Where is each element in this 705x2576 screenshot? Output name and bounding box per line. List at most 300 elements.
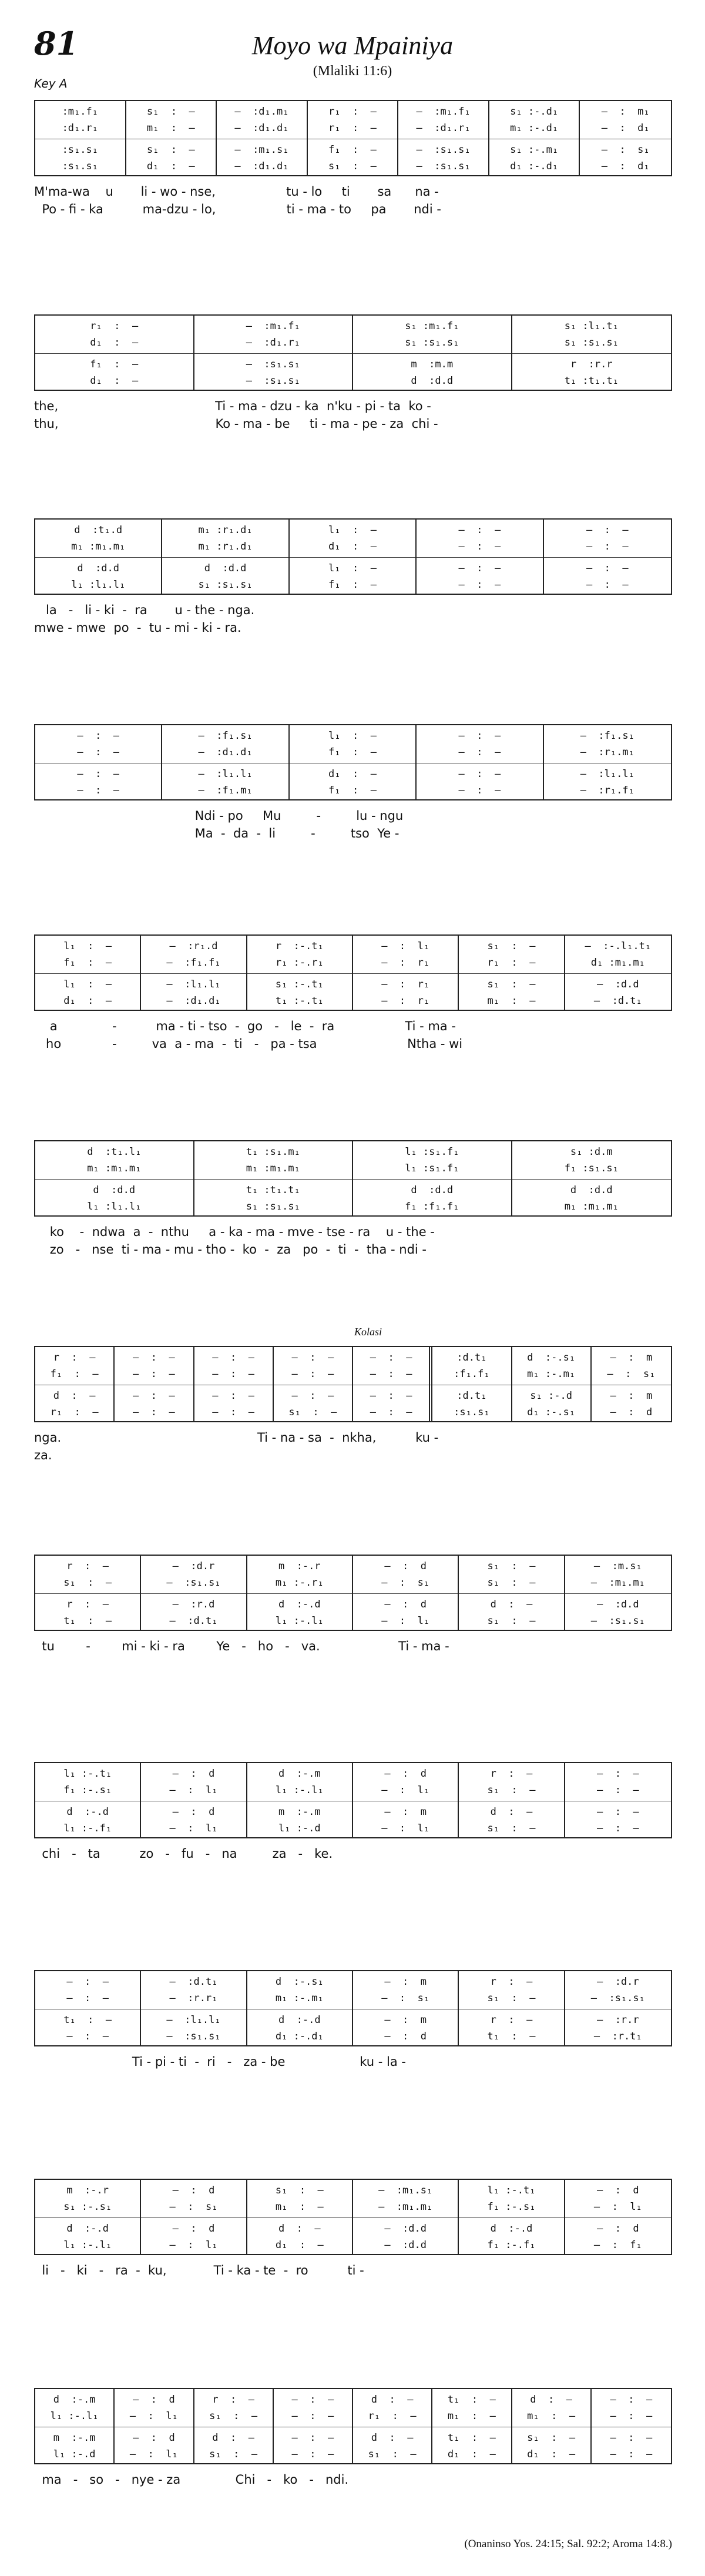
tenor-part: s₁ :-.m₁ — [510, 144, 559, 156]
measure — [194, 1141, 354, 1215]
measure — [544, 520, 671, 594]
lyric-line-1: nga. Ti - na - sa - nkha, ku - — [34, 1431, 439, 1445]
tenor-part: — : — — [212, 1390, 254, 1402]
bass-part: l₁ :l₁.l₁ — [87, 1201, 142, 1212]
tenor-part: f₁ : — — [90, 359, 139, 370]
bass-part: d₁ :-.s₁ — [527, 1406, 576, 1418]
bass-part: t₁ :t₁.t₁ — [564, 375, 619, 387]
soprano-part: — : — — [291, 2394, 334, 2406]
alto-part: — :d₁.r₁ — [416, 122, 471, 134]
alto-part: — :s₁.s₁ — [166, 1577, 221, 1589]
chorus-label: Kolasi — [354, 1326, 382, 1338]
soprano-part: — : m — [610, 1352, 653, 1364]
tenor-part: :s₁.s₁ — [62, 144, 98, 156]
soprano-part: t₁ :s₁.m₁ — [246, 1146, 300, 1158]
tenor-part: — :l₁.l₁ — [198, 768, 253, 780]
soprano-part: — :d.r — [172, 1560, 215, 1572]
lyric-line-2 — [34, 2070, 672, 2089]
tenor-part: m :-.m — [53, 2432, 96, 2444]
bass-part: s₁ :s₁.s₁ — [198, 579, 253, 591]
lyric-line-1: M'ma-wa u li - wo - nse, tu - lo ti sa na - — [34, 185, 439, 199]
alto-part: — : — — [596, 1784, 639, 1796]
tenor-part: d :d.d — [411, 1184, 454, 1196]
measure — [459, 1556, 565, 1630]
tenor-part: d :-.d — [490, 2223, 533, 2235]
tenor-part: — : — — [77, 768, 120, 780]
soprano-part: — :d₁.m₁ — [234, 106, 289, 118]
tenor-part: s₁ :-.d — [530, 1390, 572, 1402]
alto-part: l₁ :-.l₁ — [50, 2410, 99, 2422]
soprano-part: — : — — [66, 1976, 109, 1988]
measure — [35, 520, 162, 594]
bass-part: d₁ : — — [146, 160, 195, 172]
tenor-part: — : m — [610, 1390, 653, 1402]
tenor-part: d : — — [278, 2223, 321, 2235]
tenor-part: — : s₁ — [601, 144, 650, 156]
alto-part: — : s₁ — [381, 1577, 430, 1589]
lyric-line-1: la - li - ki - ra u - the - nga. — [34, 603, 255, 617]
measure — [565, 1763, 671, 1837]
alto-part: — : d₁ — [601, 122, 650, 134]
tenor-part: d : — — [371, 2432, 414, 2444]
tenor-part: — :m₁.s₁ — [234, 144, 289, 156]
soprano-part: — : — — [212, 1352, 254, 1364]
measure — [353, 1763, 459, 1837]
lyrics — [34, 804, 672, 851]
tenor-part: t₁ :t₁.t₁ — [246, 1184, 300, 1196]
soprano-part: r : — — [490, 1976, 533, 1988]
soprano-part: l₁ : — — [63, 940, 112, 952]
tenor-part: s₁ : — — [487, 979, 536, 990]
tenor-part: — : — — [596, 1806, 639, 1818]
measure — [247, 1971, 353, 2045]
soprano-part: m :-.r — [278, 1560, 321, 1572]
soprano-part: — :r₁.d — [169, 940, 218, 952]
alto-part: r₁ : — — [487, 957, 536, 969]
measure — [580, 101, 671, 175]
soprano-part: d :-.m — [278, 1768, 321, 1780]
bass-part: — : — — [370, 1406, 412, 1418]
soprano-part: — :d.r — [596, 1976, 639, 1988]
key-signature: Key A — [34, 76, 68, 91]
bass-part: s₁ : — — [288, 1406, 337, 1418]
measure — [141, 936, 247, 1010]
tenor-part: — :d.d — [596, 1599, 639, 1610]
bass-part: — :d₁.d₁ — [166, 995, 221, 1007]
soprano-part: — : l₁ — [381, 940, 430, 952]
alto-part: d₁ : — — [90, 337, 139, 349]
bass-part: d₁ : — — [90, 375, 139, 387]
soprano-part: d :t₁.d — [74, 524, 123, 536]
tenor-part: — : — — [458, 562, 501, 574]
measure — [512, 1347, 592, 1421]
alto-part: m₁ :m₁.m₁ — [87, 1163, 142, 1174]
bass-part: — : l₁ — [129, 2448, 178, 2460]
bass-part: — : d — [384, 2031, 427, 2042]
alto-part: m₁ :-.r₁ — [275, 1577, 324, 1589]
bass-part: d₁ : — — [275, 2239, 324, 2251]
tenor-part: d :d.d — [93, 1184, 136, 1196]
measure — [459, 936, 565, 1010]
alto-part: — : s₁ — [169, 2201, 218, 2213]
soprano-part: d : — — [371, 2394, 414, 2406]
measure — [247, 2180, 353, 2254]
tenor-part: d :-.d — [66, 1806, 109, 1818]
measure — [274, 2389, 353, 2463]
soprano-part: — : — — [458, 524, 501, 536]
staff — [34, 2388, 672, 2464]
soprano-part: s₁ : — — [146, 106, 195, 118]
bass-part: — : l₁ — [169, 2239, 218, 2251]
soprano-part: :d.t₁ — [456, 1352, 487, 1364]
measure — [115, 2389, 194, 2463]
bass-part: — : — — [66, 2031, 109, 2042]
tenor-part: — : m — [384, 2014, 427, 2026]
tenor-part: — :l₁.l₁ — [166, 979, 221, 990]
lyric-line-1: tu - mi - ki - ra Ye - ho - va. Ti - ma - — [34, 1639, 449, 1653]
alto-part: f₁ :s₁.s₁ — [564, 1163, 619, 1174]
alto-part: — :d₁.d₁ — [198, 746, 253, 758]
measure — [459, 2180, 565, 2254]
lyric-line-2 — [34, 2279, 672, 2297]
alto-part: s₁ : — — [487, 1784, 536, 1796]
tenor-part: d :d.d — [570, 1184, 613, 1196]
tenor-part: — : — — [370, 1390, 412, 1402]
alto-part: f₁ : — — [328, 746, 377, 758]
soprano-part: — : — — [133, 1352, 175, 1364]
scripture-reference: (Mlaliki 11:6) — [313, 63, 392, 79]
measure — [432, 2389, 512, 2463]
tenor-part: — : d — [172, 2223, 215, 2235]
alto-part: m₁ :m₁.m₁ — [246, 1163, 300, 1174]
measure — [35, 2389, 115, 2463]
soprano-part: — : d — [133, 2394, 175, 2406]
measure — [35, 725, 162, 799]
staff — [34, 100, 672, 176]
soprano-part: s₁ : — — [275, 2185, 324, 2196]
measure — [353, 936, 459, 1010]
measure — [592, 1347, 671, 1421]
measure — [290, 520, 417, 594]
measure — [35, 1763, 141, 1837]
score-system — [34, 724, 672, 851]
tenor-part: — :r.d — [172, 1599, 215, 1610]
alto-part: — : — — [370, 1368, 412, 1380]
bass-part: :s₁.s₁ — [454, 1406, 490, 1418]
bass-part: — :r₁.f₁ — [580, 785, 634, 796]
footer-references: (Onaninso Yos. 24:15; Sal. 92:2; Aroma 14:8.) — [464, 2538, 672, 2550]
soprano-part: — : — — [596, 1768, 639, 1780]
lyric-line-1: the, Ti - ma - dzu - ka n'ku - pi - ta ko - — [34, 399, 431, 413]
tenor-part: — :d.d — [384, 2223, 427, 2235]
alto-part: :f₁.f₁ — [454, 1368, 490, 1380]
tenor-part: — :s₁.s₁ — [246, 359, 300, 370]
measure — [565, 936, 671, 1010]
lyric-line-2: Po - fi - ka ma-dzu - lo, ti - ma - to pa ndi - — [34, 202, 441, 216]
bass-part: d₁ : — — [527, 2448, 576, 2460]
soprano-part: — : — — [586, 524, 629, 536]
tenor-part: m :m.m — [411, 359, 454, 370]
lyric-line-2: za. — [34, 1448, 52, 1462]
alto-part: — : — — [610, 2410, 653, 2422]
measure — [353, 316, 512, 390]
alto-part: f₁ :-.s₁ — [63, 1784, 112, 1796]
measure — [565, 1556, 671, 1630]
measure — [141, 1556, 247, 1630]
measure — [459, 1763, 565, 1837]
tenor-part: — :l₁.l₁ — [166, 2014, 221, 2026]
bass-part: — : — — [458, 579, 501, 591]
soprano-part: — : — — [610, 2394, 653, 2406]
tenor-part: — : m — [384, 1806, 427, 1818]
soprano-part: s₁ :l₁.t₁ — [564, 320, 619, 332]
tenor-part: — : d — [596, 2223, 639, 2235]
staff — [34, 1346, 672, 1422]
lyric-line-1: chi - ta zo - fu - na za - ke. — [34, 1847, 333, 1861]
soprano-part: r₁ : — — [328, 106, 377, 118]
alto-part: — :r₁.m₁ — [580, 746, 634, 758]
staff — [34, 2179, 672, 2255]
bass-part: t₁ : — — [63, 1615, 112, 1627]
measure — [35, 1347, 115, 1421]
soprano-part: — : d — [384, 1560, 427, 1572]
lyric-line-1: ma - so - nye - za Chi - ko - ndi. — [34, 2473, 349, 2487]
alto-part: r₁ : — — [328, 122, 377, 134]
alto-part: — :m₁.m₁ — [590, 1577, 645, 1589]
soprano-part: — :f₁.s₁ — [198, 730, 253, 742]
bass-part: — : — — [586, 579, 629, 591]
alto-part: — :s₁.s₁ — [590, 1992, 645, 2004]
alto-part: — :f₁.f₁ — [166, 957, 221, 969]
bass-part: — : r₁ — [381, 995, 430, 1007]
soprano-part: — : — — [77, 730, 120, 742]
alto-part: m₁ :r₁.d₁ — [198, 541, 253, 552]
soprano-part: — : d — [596, 2185, 639, 2196]
tenor-part: — : — — [291, 1390, 334, 1402]
soprano-part: s₁ :-.d₁ — [510, 106, 559, 118]
bass-part: — : l₁ — [381, 1823, 430, 1834]
measure — [565, 2180, 671, 2254]
measure — [290, 725, 417, 799]
bass-part: d :d.d — [411, 375, 454, 387]
alto-part: m₁ :m₁.m₁ — [71, 541, 126, 552]
bass-part: — :s₁.s₁ — [166, 2031, 221, 2042]
tenor-part: d₁ : — — [328, 768, 377, 780]
bass-part: — :d.t₁ — [593, 995, 642, 1007]
measure — [194, 316, 354, 390]
soprano-part: :m₁.f₁ — [62, 106, 98, 118]
alto-part: f₁ : — — [63, 957, 112, 969]
hymn-number: 81 — [34, 25, 79, 62]
bass-part: — : — — [596, 1823, 639, 1834]
score-system — [34, 314, 672, 441]
alto-part: — :d₁.r₁ — [246, 337, 300, 349]
tenor-part: r :r.r — [570, 359, 613, 370]
soprano-part: d :-.m — [53, 2394, 96, 2406]
measure — [247, 1556, 353, 1630]
bass-part: s₁ : — — [487, 1615, 536, 1627]
tenor-part: — : — — [458, 768, 501, 780]
bass-part: t₁ : — — [487, 2031, 536, 2042]
bass-part: — : — — [133, 1406, 175, 1418]
staff — [34, 1555, 672, 1631]
measure — [353, 1556, 459, 1630]
measure — [141, 1971, 247, 2045]
measure — [247, 1763, 353, 1837]
tenor-part: d : — — [490, 1806, 533, 1818]
bass-part: — :d.d — [384, 2239, 427, 2251]
tenor-part: — : — — [133, 1390, 175, 1402]
measure — [162, 520, 289, 594]
measure — [353, 2389, 432, 2463]
tenor-part: s₁ : — — [146, 144, 195, 156]
soprano-part: — : d — [384, 1768, 427, 1780]
alto-part: — : — — [66, 1992, 109, 2004]
soprano-part: l₁ :-.t₁ — [63, 1768, 112, 1780]
tenor-part: r : — — [66, 1599, 109, 1610]
lyrics — [34, 1426, 672, 1473]
alto-part: f₁ : — — [50, 1368, 99, 1380]
soprano-part: t₁ : — — [447, 2394, 496, 2406]
measure — [35, 1971, 141, 2045]
lyric-line-2 — [34, 1654, 672, 1673]
lyrics — [34, 2468, 672, 2515]
bass-part: — :s₁.s₁ — [246, 375, 300, 387]
bass-part: — : — — [212, 1406, 254, 1418]
soprano-part: l₁ :-.t₁ — [487, 2185, 536, 2196]
soprano-part: — :-.l₁.t₁ — [585, 940, 652, 952]
tenor-part: d :-.d — [278, 2014, 321, 2026]
lyrics — [34, 394, 672, 441]
bass-part: — : f₁ — [593, 2239, 642, 2251]
tenor-part: d :-.d — [278, 1599, 321, 1610]
alto-part: m₁ :-.d₁ — [510, 122, 559, 134]
measure — [35, 101, 126, 175]
bass-part: f₁ :f₁.f₁ — [405, 1201, 459, 1212]
bass-part: — : — — [610, 2448, 653, 2460]
soprano-part: r : — — [212, 2394, 254, 2406]
tenor-part: d :d.d — [204, 562, 247, 574]
score-system — [34, 1326, 672, 1473]
soprano-part: d :-.s₁ — [527, 1352, 576, 1364]
soprano-part: — : m₁ — [601, 106, 650, 118]
tenor-part: l₁ : — — [328, 562, 377, 574]
tenor-part: — : d — [172, 1806, 215, 1818]
soprano-part: — :m₁.s₁ — [378, 2185, 433, 2196]
measure — [194, 1347, 274, 1421]
tenor-part: — : r₁ — [381, 979, 430, 990]
alto-part: r₁ : — — [368, 2410, 417, 2422]
bass-part: s₁ : — — [328, 160, 377, 172]
score-system — [34, 1762, 672, 1889]
soprano-part: s₁ :d.m — [570, 1146, 613, 1158]
lyrics — [34, 1842, 672, 1889]
soprano-part: d : — — [530, 2394, 572, 2406]
score-system — [34, 2179, 672, 2306]
soprano-part: — :m.s₁ — [593, 1560, 642, 1572]
alto-part: d₁ : — — [328, 541, 377, 552]
soprano-part: — :d.t₁ — [169, 1976, 218, 1988]
bass-part: d₁ :-.d₁ — [510, 160, 559, 172]
soprano-part: s₁ :m₁.f₁ — [405, 320, 459, 332]
bass-part: — : l₁ — [169, 1823, 218, 1834]
alto-part: — : l₁ — [381, 1784, 430, 1796]
measure — [217, 101, 308, 175]
tenor-part: — :r.r — [596, 2014, 639, 2026]
score-system — [34, 1140, 672, 1267]
alto-part: — : r₁ — [381, 957, 430, 969]
bass-part: d₁ : — — [63, 995, 112, 1007]
alto-part: — : l₁ — [129, 2410, 178, 2422]
measure — [353, 1971, 459, 2045]
alto-part: m₁ :-.m₁ — [527, 1368, 576, 1380]
bass-part: t₁ :-.t₁ — [275, 995, 324, 1007]
lyrics — [34, 2259, 672, 2306]
staff — [34, 1970, 672, 2046]
alto-part: l₁ :s₁.f₁ — [405, 1163, 459, 1174]
measure — [35, 2180, 141, 2254]
alto-part: — : l₁ — [593, 2201, 642, 2213]
measure — [115, 1347, 194, 1421]
alto-part: — : — — [133, 1368, 175, 1380]
bass-part: l₁ :-.f₁ — [63, 1823, 112, 1834]
soprano-part: s₁ : — — [487, 1560, 536, 1572]
bass-part: l₁ :l₁.l₁ — [71, 579, 126, 591]
tenor-part: — : d — [133, 2432, 175, 2444]
measure — [512, 1141, 672, 1215]
soprano-part: d :t₁.l₁ — [87, 1146, 142, 1158]
alto-part: — : s₁ — [381, 1992, 430, 2004]
soprano-part: — : d — [172, 1768, 215, 1780]
bass-part: — :f₁.m₁ — [198, 785, 253, 796]
bass-part: — : — — [458, 785, 501, 796]
score-system — [34, 1970, 672, 2097]
tenor-part: — :l₁.l₁ — [580, 768, 634, 780]
bass-part: — :s₁.s₁ — [590, 1615, 645, 1627]
tenor-part: — : — — [586, 562, 629, 574]
alto-part: m₁ :-.m₁ — [275, 1992, 324, 2004]
lyric-line-2 — [34, 2488, 672, 2507]
tenor-part: m :-.m — [278, 1806, 321, 1818]
alto-part: s₁ :s₁.s₁ — [405, 337, 459, 349]
bass-part: f₁ :-.f₁ — [487, 2239, 536, 2251]
bass-part: l₁ :-.d — [53, 2448, 96, 2460]
soprano-part: l₁ : — — [328, 730, 377, 742]
lyric-line-1: ko - ndwa a - nthu a - ka - ma - mve - tse - ra u - the - — [34, 1225, 435, 1239]
bass-part: — : — — [291, 2448, 334, 2460]
soprano-part: — :m₁.f₁ — [416, 106, 471, 118]
bass-part: — :r.t₁ — [593, 2031, 642, 2042]
tenor-part: f₁ : — — [328, 144, 377, 156]
alto-part: m₁ : — — [527, 2410, 576, 2422]
bass-part: — : d — [610, 1406, 653, 1418]
tenor-part: :d.t₁ — [456, 1390, 487, 1402]
alto-part: — : — — [77, 746, 120, 758]
bass-part: m₁ : — — [487, 995, 536, 1007]
measure — [565, 1971, 671, 2045]
soprano-part: r₁ : — — [90, 320, 139, 332]
measure — [353, 1141, 512, 1215]
soprano-part: l₁ : — — [328, 524, 377, 536]
alto-part: s₁ : — — [487, 1577, 536, 1589]
tenor-part: d : — — [53, 1390, 96, 1402]
alto-part: — :m₁.m₁ — [378, 2201, 433, 2213]
bass-part: :s₁.s₁ — [62, 160, 98, 172]
alto-part: — : — — [212, 1368, 254, 1380]
alto-part: s₁ :-.s₁ — [63, 2201, 112, 2213]
measure — [459, 1971, 565, 2045]
tenor-part: l₁ : — — [63, 979, 112, 990]
